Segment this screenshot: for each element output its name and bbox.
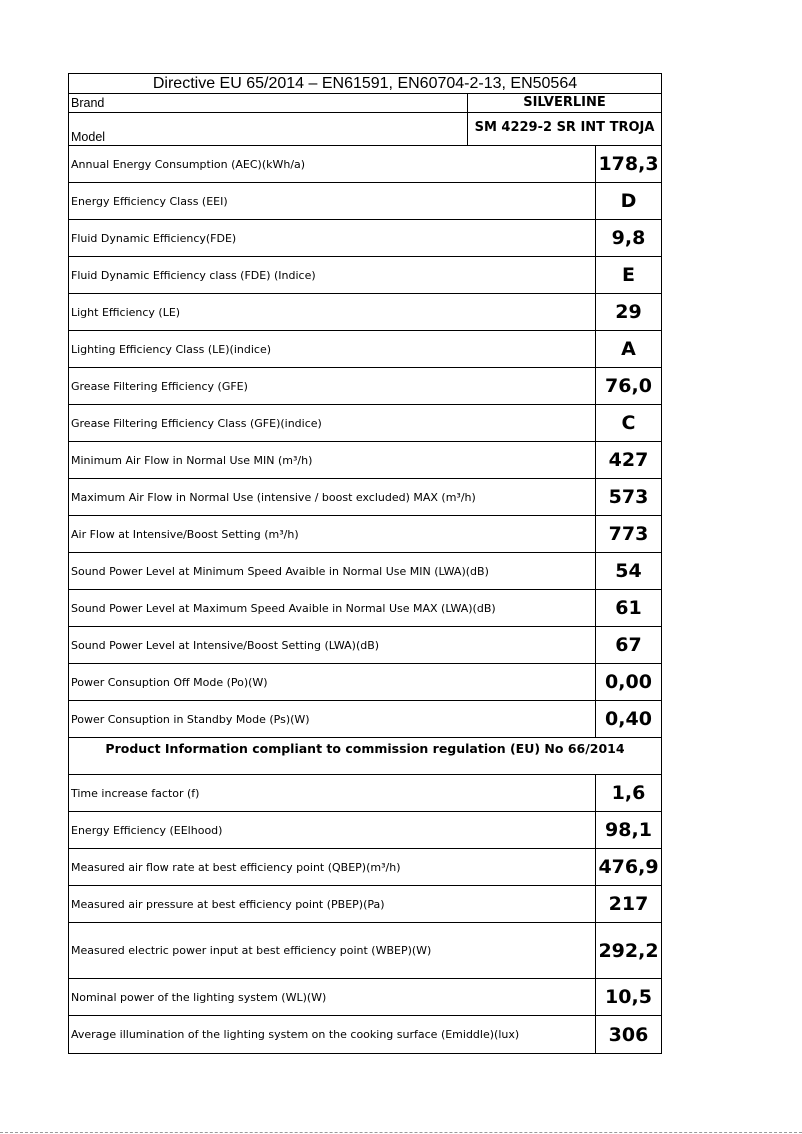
row-label: Minimum Air Flow in Normal Use MIN (m³/h) (71, 453, 313, 467)
row-value: 1,6 (595, 775, 661, 811)
row-value: 0,00 (595, 664, 661, 700)
row-value: 10,5 (595, 979, 661, 1015)
table-row (69, 183, 661, 220)
row-label: Energy Efficiency Class (EEI) (71, 194, 228, 208)
table-row (69, 979, 661, 1016)
model-value: SM 4229-2 SR INT TROJA (474, 120, 655, 135)
row-label: Air Flow at Intensive/Boost Setting (m³/h) (71, 527, 299, 541)
table-row (69, 220, 661, 257)
row-label: Measured air flow rate at best efficiency point (QBEP)(m³/h) (71, 860, 401, 874)
table-row (69, 886, 661, 923)
row-label: Measured air pressure at best efficiency point (PBEP)(Pa) (71, 897, 385, 911)
row-label: Fluid Dynamic Efficiency(FDE) (71, 231, 237, 245)
row-value: 9,8 (595, 220, 661, 256)
brand-value: SILVERLINE (523, 95, 606, 110)
row-label: Sound Power Level at Minimum Speed Avaible in Normal Use MIN (LWA)(dB) (71, 564, 489, 578)
energy-section (69, 146, 661, 738)
table-row (69, 331, 661, 368)
row-label: Nominal power of the lighting system (WL)(W) (71, 990, 327, 1004)
table-row (69, 257, 661, 294)
row-label: Measured electric power input at best efficiency point (WBEP)(W) (71, 944, 432, 957)
directive-title: Directive EU 65/2014 – EN61591, EN60704-2-13, EN50564 (69, 74, 661, 94)
row-label: Sound Power Level at Intensive/Boost Setting (LWA)(dB) (71, 638, 380, 652)
row-label: Light Efficiency (LE) (71, 305, 181, 319)
table-row (69, 405, 661, 442)
row-value: 0,40 (595, 701, 661, 737)
table-row (69, 701, 661, 738)
row-label: Grease Filtering Efficiency Class (GFE)(indice) (71, 416, 322, 430)
row-value: 67 (595, 627, 661, 663)
row-label: Sound Power Level at Maximum Speed Avaible in Normal Use MAX (LWA)(dB) (71, 601, 496, 615)
row-value: 76,0 (595, 368, 661, 404)
row-value: 217 (595, 886, 661, 922)
row-value: E (595, 257, 661, 293)
table-row (69, 442, 661, 479)
table-row (69, 923, 661, 979)
row-label: Maximum Air Flow in Normal Use (intensive / boost excluded) MAX (m³/h) (71, 490, 476, 504)
row-label: Power Consuption Off Mode (Po)(W) (71, 675, 268, 689)
row-value: C (595, 405, 661, 441)
row-value: 773 (595, 516, 661, 552)
row-value: 427 (595, 442, 661, 478)
table-row (69, 775, 661, 812)
row-value: A (595, 331, 661, 367)
row-value: 292,2 (595, 923, 661, 978)
row-label: Time increase factor (f) (71, 786, 200, 800)
product-info-section (69, 775, 661, 1053)
row-label: Lighting Efficiency Class (LE)(indice) (71, 342, 272, 356)
row-value: 29 (595, 294, 661, 330)
row-value: 61 (595, 590, 661, 626)
section2-title: Product Information compliant to commission regulation (EU) No 66/2014 (69, 738, 661, 775)
brand-label: Brand (69, 94, 468, 112)
table-row (69, 553, 661, 590)
product-data-sheet (68, 73, 662, 1054)
row-label: Power Consuption in Standby Mode (Ps)(W) (71, 712, 310, 726)
row-value: 306 (595, 1016, 661, 1053)
row-label: Grease Filtering Efficiency (GFE) (71, 379, 248, 393)
row-value: 476,9 (595, 849, 661, 885)
row-label: Average illumination of the lighting system on the cooking surface (Emiddle)(lux) (71, 1028, 520, 1041)
table-row (69, 516, 661, 553)
model-row (69, 113, 661, 146)
table-row (69, 664, 661, 701)
table-row (69, 479, 661, 516)
brand-row (69, 94, 661, 113)
table-row (69, 146, 661, 183)
row-value: 98,1 (595, 812, 661, 848)
row-value: D (595, 183, 661, 219)
table-row (69, 368, 661, 405)
model-label: Model (69, 113, 468, 145)
row-label: Energy Efficiency (EElhood) (71, 823, 223, 837)
row-value: 573 (595, 479, 661, 515)
table-row (69, 1016, 661, 1053)
table-row (69, 849, 661, 886)
page-edge-divider (0, 1132, 802, 1133)
row-label: Fluid Dynamic Efficiency class (FDE) (Indice) (71, 268, 316, 282)
table-row (69, 294, 661, 331)
row-value: 54 (595, 553, 661, 589)
row-label: Annual Energy Consumption (AEC)(kWh/a) (71, 157, 306, 171)
table-row (69, 812, 661, 849)
table-row (69, 627, 661, 664)
table-row (69, 590, 661, 627)
row-value: 178,3 (595, 146, 661, 182)
